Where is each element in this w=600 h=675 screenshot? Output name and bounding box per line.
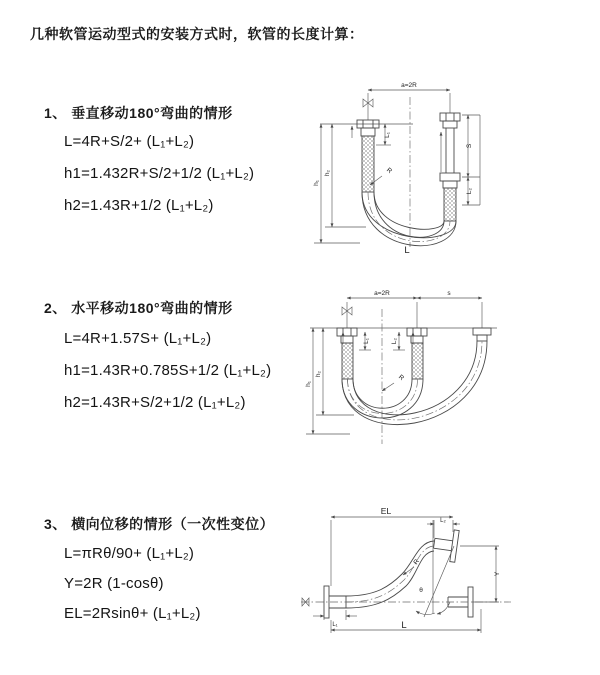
dim-label-l2: L₂ <box>391 337 398 345</box>
formula-line: EL=2Rsinθ+ (L₁+L₂) <box>64 605 201 622</box>
dimension-l1 <box>359 332 371 350</box>
section-3-title: 横向位移的情形（一次性变位） <box>71 516 275 532</box>
dimension-el <box>331 506 453 586</box>
radius-label: R <box>412 558 421 567</box>
formula-line: h2=1.43R+1/2 (L₁+L₂) <box>64 197 214 214</box>
vertical-move-diagram <box>310 75 530 255</box>
dim-label-h2: h₂ <box>324 169 331 177</box>
right-fitting-column <box>440 113 460 221</box>
dimension-l1 <box>313 610 357 628</box>
dim-label-s: S <box>466 143 473 149</box>
dimension-h2 <box>324 124 366 227</box>
hose-s-curve <box>346 541 434 608</box>
page-title: 几种软管运动型式的安装方式时，软管的长度计算： <box>30 26 364 42</box>
length-label: L <box>404 245 410 255</box>
horizontal-move-diagram <box>302 284 532 459</box>
lateral-displacement-diagram <box>296 502 566 637</box>
length-label: L <box>401 620 407 631</box>
upper-flange <box>432 527 459 562</box>
section-1-heading <box>44 103 233 123</box>
formula-line: h1=1.43R+0.785S+1/2 (L₁+L₂) <box>64 362 272 379</box>
section-2-heading <box>44 298 233 318</box>
radius-label: R <box>384 166 394 176</box>
moved-fitting <box>473 328 491 341</box>
dimension-a2r <box>368 82 450 120</box>
dim-label-y: Y <box>494 571 501 577</box>
left-fitting <box>337 328 357 379</box>
formula-line: L=4R+1.57S+ (L₁+L₂) <box>64 330 212 347</box>
dim-label-l1: L₁ <box>384 132 391 138</box>
formula-line: L=πRθ/90+ (L₁+L₂) <box>64 545 195 562</box>
horizontal-move-180-bend-drawing <box>302 284 532 459</box>
lateral-displacement-drawing <box>296 502 566 637</box>
dim-label-l2: L₂ <box>466 187 473 195</box>
dimension-y <box>460 546 501 602</box>
dimension-l2 <box>427 518 460 538</box>
dimension-s-l2 <box>462 115 480 205</box>
dim-label-s: s <box>447 290 451 297</box>
vertical-move-180-bend-drawing <box>310 75 530 255</box>
dim-label-h1: h₁ <box>305 381 312 387</box>
radius-label: R <box>396 373 406 383</box>
dim-label-h1: h₁ <box>313 180 320 186</box>
dim-label-l1: L₁ <box>363 338 370 344</box>
formula-line: h1=1.432R+S/2+1/2 (L₁+L₂) <box>64 165 255 182</box>
dim-label-l1: L₁ <box>332 622 338 628</box>
hose-u-bend <box>362 192 456 246</box>
middle-fitting <box>407 328 427 379</box>
dim-label-l2: L₂ <box>440 518 446 524</box>
dim-label-h2: h₂ <box>315 370 322 378</box>
dimension-l2 <box>391 332 405 350</box>
section-1-number: 1、 <box>44 105 67 121</box>
dim-label-a2r: a=2R <box>401 82 417 89</box>
dimension-l1 <box>376 124 391 145</box>
hose-u-bend-original <box>342 379 423 418</box>
dimension-l <box>331 609 481 633</box>
dimension-a2r-s <box>347 290 482 328</box>
section-3-number: 3、 <box>44 516 67 532</box>
section-1-title: 垂直移动180°弯曲的情形 <box>71 105 233 121</box>
dimension-h1 <box>313 124 360 243</box>
formula-line: L=4R+S/2+ (L₁+L₂) <box>64 133 195 150</box>
dim-label-a2r: a=2R <box>374 290 390 297</box>
section-2-title: 水平移动180°弯曲的情形 <box>71 300 233 316</box>
formula-line: h2=1.43R+S/2+1/2 (L₁+L₂) <box>64 394 246 411</box>
section-2-number: 2、 <box>44 300 67 316</box>
dim-label-el: EL <box>380 506 392 516</box>
theta-label: θ <box>419 587 423 594</box>
formula-line: Y=2R (1-cosθ) <box>64 575 164 592</box>
section-3-heading <box>44 514 274 534</box>
radius-callout <box>382 374 405 391</box>
